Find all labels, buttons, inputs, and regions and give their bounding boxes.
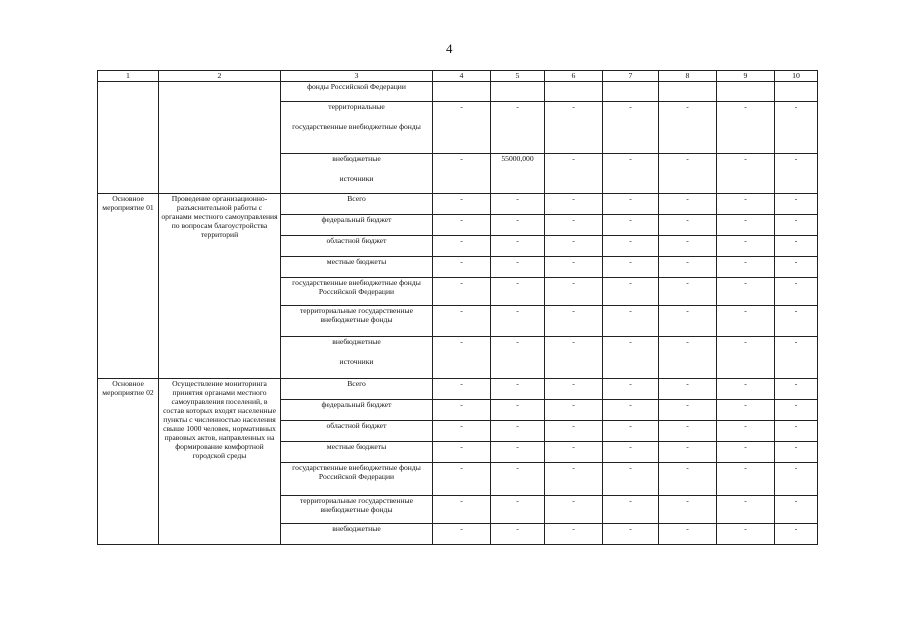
source-label-line: внебюджетные — [332, 154, 381, 163]
value-cell: - — [545, 496, 603, 524]
value-cell: - — [433, 463, 491, 496]
event-id: Основное мероприятие 01 — [98, 194, 159, 379]
value-cell: - — [717, 215, 775, 236]
value-cell: - — [491, 379, 545, 400]
table-row — [98, 82, 818, 102]
value-cell: - — [491, 236, 545, 257]
table-row — [98, 194, 818, 215]
value-cell: - — [717, 236, 775, 257]
value-cell — [659, 82, 717, 102]
value-cell: - — [775, 102, 818, 154]
value-cell: - — [545, 257, 603, 278]
source-label: территориальные государственные внебюджетные фонды — [281, 496, 433, 524]
source-label: государственные внебюджетные фонды Российской Федерации — [281, 463, 433, 496]
source-label: территориальные государственные внебюджетные фонды — [281, 306, 433, 337]
value-cell: - — [433, 306, 491, 337]
value-cell: - — [545, 154, 603, 194]
value-cell: - — [717, 102, 775, 154]
value-cell: - — [659, 379, 717, 400]
source-label-line: источники — [339, 173, 374, 183]
value-cell: - — [659, 194, 717, 215]
value-cell: - — [545, 524, 603, 545]
value-cell: - — [545, 236, 603, 257]
column-header: 8 — [659, 71, 717, 82]
value-cell: - — [775, 306, 818, 337]
value-cell: - — [775, 524, 818, 545]
value-cell: - — [545, 306, 603, 337]
column-header: 1 — [98, 71, 159, 82]
value-cell: - — [775, 154, 818, 194]
value-cell: - — [717, 379, 775, 400]
value-cell: - — [545, 278, 603, 306]
value-cell: - — [491, 257, 545, 278]
value-cell: - — [775, 194, 818, 215]
value-cell: - — [491, 306, 545, 337]
value-cell: - — [775, 400, 818, 421]
value-cell: - — [603, 379, 659, 400]
value-cell: - — [659, 442, 717, 463]
value-cell: - — [659, 337, 717, 379]
table-row — [98, 379, 818, 400]
source-label: Всего — [281, 194, 433, 215]
value-cell: - — [717, 400, 775, 421]
source-label: федеральный бюджет — [281, 215, 433, 236]
value-cell: - — [433, 421, 491, 442]
value-cell: - — [659, 463, 717, 496]
value-cell: - — [603, 421, 659, 442]
value-cell: - — [603, 257, 659, 278]
source-label: областной бюджет — [281, 421, 433, 442]
value-cell: - — [659, 215, 717, 236]
value-cell: - — [717, 463, 775, 496]
value-cell: - — [717, 524, 775, 545]
value-cell: - — [491, 496, 545, 524]
column-header: 5 — [491, 71, 545, 82]
value-cell: - — [717, 421, 775, 442]
value-cell: - — [775, 278, 818, 306]
header-row — [98, 71, 818, 82]
value-cell: - — [491, 102, 545, 154]
value-cell: - — [603, 496, 659, 524]
value-cell: - — [659, 524, 717, 545]
source-label — [281, 154, 433, 194]
source-label: местные бюджеты — [281, 257, 433, 278]
value-cell: - — [717, 257, 775, 278]
value-cell: - — [433, 194, 491, 215]
value-cell — [433, 82, 491, 102]
value-cell: - — [717, 496, 775, 524]
value-cell: - — [545, 442, 603, 463]
value-cell: - — [717, 154, 775, 194]
value-cell: - — [659, 278, 717, 306]
value-cell: - — [659, 496, 717, 524]
value-cell: - — [603, 524, 659, 545]
source-label: областной бюджет — [281, 236, 433, 257]
value-cell — [545, 82, 603, 102]
value-cell: - — [545, 400, 603, 421]
event-id: Основное мероприятие 02 — [98, 379, 159, 545]
value-cell: - — [659, 400, 717, 421]
value-cell: - — [603, 400, 659, 421]
value-cell: - — [433, 524, 491, 545]
value-cell — [717, 82, 775, 102]
value-cell: - — [545, 194, 603, 215]
value-cell: - — [433, 102, 491, 154]
value-cell: - — [545, 421, 603, 442]
value-cell: - — [717, 194, 775, 215]
value-cell: - — [775, 496, 818, 524]
source-label — [281, 102, 433, 154]
value-cell — [491, 82, 545, 102]
value-cell: - — [545, 102, 603, 154]
empty-cell — [159, 82, 281, 194]
source-label: местные бюджеты — [281, 442, 433, 463]
value-cell: - — [491, 278, 545, 306]
column-header: 3 — [281, 71, 433, 82]
value-cell: - — [491, 442, 545, 463]
value-cell: - — [491, 337, 545, 379]
column-header: 9 — [717, 71, 775, 82]
source-label-line: территориальные — [328, 102, 385, 111]
value-cell: - — [491, 421, 545, 442]
value-cell: - — [659, 236, 717, 257]
value-cell: - — [433, 442, 491, 463]
source-label-line: источники — [339, 356, 374, 366]
value-cell: - — [433, 337, 491, 379]
value-cell: - — [603, 194, 659, 215]
value-cell: - — [603, 102, 659, 154]
value-cell: - — [659, 154, 717, 194]
source-label: федеральный бюджет — [281, 400, 433, 421]
value-cell: - — [603, 278, 659, 306]
value-cell: - — [491, 194, 545, 215]
value-cell: - — [491, 215, 545, 236]
column-header: 10 — [775, 71, 818, 82]
value-cell: - — [491, 463, 545, 496]
value-cell: - — [545, 337, 603, 379]
value-cell: - — [433, 496, 491, 524]
value-cell: - — [491, 524, 545, 545]
value-cell: - — [603, 306, 659, 337]
source-label: Всего — [281, 379, 433, 400]
value-cell: - — [603, 215, 659, 236]
value-cell: - — [545, 463, 603, 496]
budget-table — [97, 70, 818, 545]
value-cell: - — [717, 442, 775, 463]
value-cell: 55000,000 — [491, 154, 545, 194]
value-cell: - — [717, 337, 775, 379]
value-cell: - — [433, 400, 491, 421]
column-header: 6 — [545, 71, 603, 82]
value-cell: - — [603, 154, 659, 194]
source-label: фонды Российской Федерации — [281, 82, 433, 102]
value-cell: - — [659, 306, 717, 337]
value-cell: - — [775, 379, 818, 400]
value-cell: - — [603, 463, 659, 496]
value-cell: - — [775, 215, 818, 236]
value-cell: - — [775, 236, 818, 257]
event-description: Проведение организационно-разъяснительной работы с органами местного самоуправления по вопросам благоустройства территорий — [159, 194, 281, 379]
value-cell: - — [433, 278, 491, 306]
value-cell: - — [717, 306, 775, 337]
value-cell: - — [603, 442, 659, 463]
value-cell: - — [545, 379, 603, 400]
value-cell — [603, 82, 659, 102]
empty-cell — [98, 82, 159, 194]
value-cell: - — [775, 257, 818, 278]
value-cell: - — [433, 236, 491, 257]
value-cell: - — [433, 257, 491, 278]
column-header: 2 — [159, 71, 281, 82]
value-cell: - — [433, 215, 491, 236]
value-cell: - — [433, 154, 491, 194]
page-number: 4 — [446, 41, 453, 56]
value-cell: - — [659, 257, 717, 278]
value-cell: - — [491, 400, 545, 421]
value-cell — [775, 82, 818, 102]
value-cell: - — [775, 337, 818, 379]
value-cell: - — [717, 278, 775, 306]
value-cell: - — [659, 102, 717, 154]
value-cell: - — [603, 236, 659, 257]
column-header: 7 — [603, 71, 659, 82]
table-body — [98, 71, 818, 545]
source-label: государственные внебюджетные фонды Российской Федерации — [281, 278, 433, 306]
value-cell: - — [775, 463, 818, 496]
source-label-line: государственные внебюджетные фонды — [292, 121, 421, 131]
value-cell: - — [659, 421, 717, 442]
column-header: 4 — [433, 71, 491, 82]
event-description: Осуществление мониторинга принятия органами местного самоуправления поселений, в состав которых входят населенные пункты с численностью населения свыше 1000 человек, нормативных правовых актов, направленных на формирование комфортной городской среды — [159, 379, 281, 545]
value-cell: - — [603, 337, 659, 379]
value-cell: - — [545, 215, 603, 236]
value-cell: - — [433, 379, 491, 400]
source-label-line: внебюджетные — [332, 337, 381, 346]
source-label — [281, 337, 433, 379]
value-cell: - — [775, 442, 818, 463]
value-cell: - — [775, 421, 818, 442]
source-label: внебюджетные — [281, 524, 433, 545]
